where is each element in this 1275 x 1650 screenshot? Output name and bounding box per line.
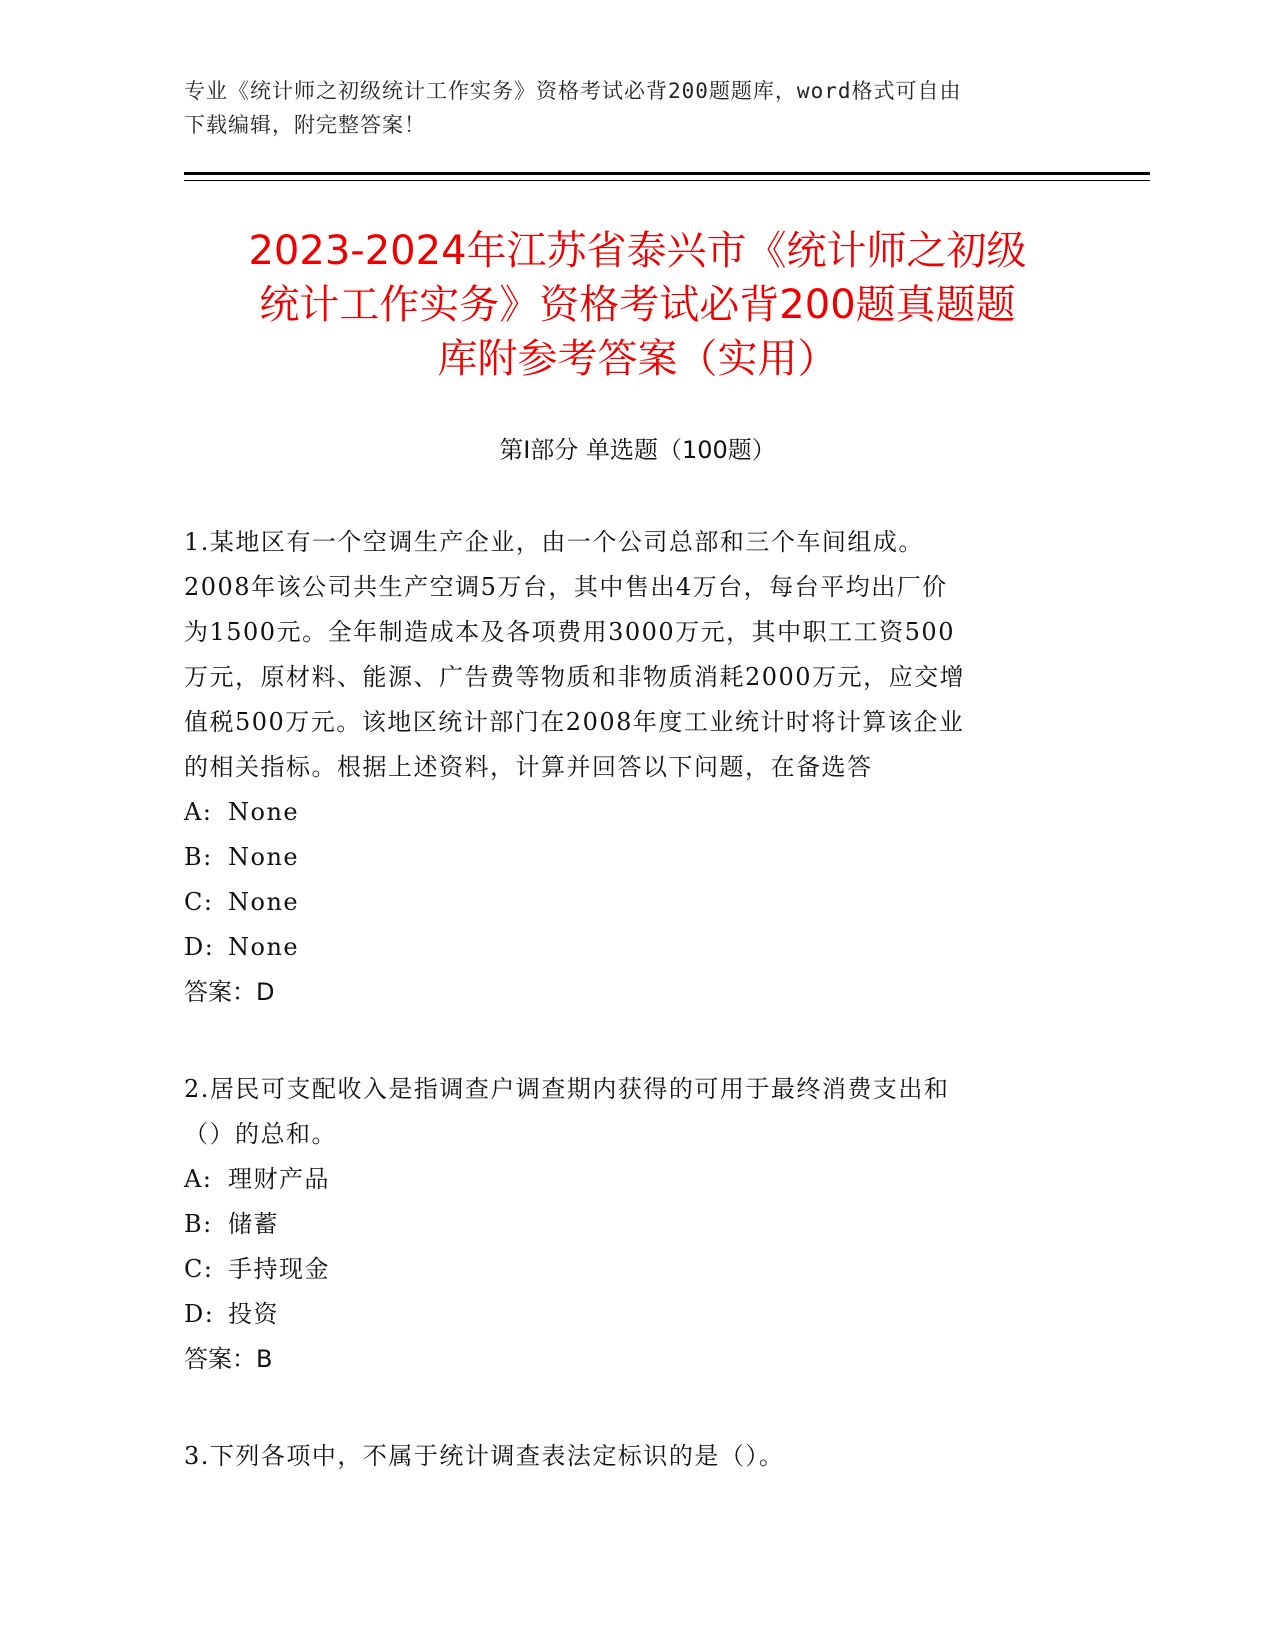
question-stem-line: 2.居民可支配收入是指调查户调查期内获得的可用于最终消费支出和 (184, 1075, 950, 1103)
option-text: None (228, 933, 300, 961)
header-note-line: 专业《统计师之初级统计工作实务》资格考试必背200题题库，word格式可自由 (184, 79, 962, 103)
question-stem-line: 3.下列各项中，不属于统计调查表法定标识的是（）。 (184, 1442, 785, 1470)
option-key: D: (184, 933, 215, 961)
title-line: 统计工作实务》资格考试必背200题真题题 (259, 282, 1016, 328)
option-a (184, 1157, 1074, 1202)
option-key: D: (184, 1300, 215, 1328)
question-stem-line: 为1500元。全年制造成本及各项费用3000万元，其中职工工资500 (184, 618, 955, 646)
question-list (184, 520, 1074, 1531)
option-key: A: (184, 1165, 213, 1193)
option-d (184, 1292, 1074, 1337)
section-title: 第Ⅰ部分 单选题（100题） (499, 436, 776, 464)
option-text: 储蓄 (228, 1210, 279, 1238)
option-key: B: (184, 1210, 213, 1238)
option-text: None (228, 843, 300, 871)
option-a (184, 790, 1074, 835)
header-note (184, 74, 1084, 142)
document-title (150, 224, 1125, 386)
question-item (184, 1067, 1074, 1382)
option-c (184, 880, 1074, 925)
option-key: B: (184, 843, 213, 871)
option-text: 投资 (228, 1300, 279, 1328)
option-c (184, 1247, 1074, 1292)
option-key: C: (184, 1255, 214, 1283)
header-rule-thick (184, 172, 1150, 175)
option-b (184, 835, 1074, 880)
option-d (184, 925, 1074, 970)
question-stem-line: 万元，原材料、能源、广告费等物质和非物质消耗2000万元，应交增 (184, 663, 966, 691)
answer-line: 答案：B (184, 1345, 273, 1373)
option-text: 手持现金 (228, 1255, 330, 1283)
option-b (184, 1202, 1074, 1247)
header-rule-thin (184, 180, 1150, 181)
option-key: C: (184, 888, 214, 916)
question-stem-line: （）的总和。 (184, 1120, 337, 1148)
title-line: 2023-2024年江苏省泰兴市《统计师之初级 (248, 228, 1027, 274)
question-item (184, 520, 1074, 1015)
header-note-line: 下载编辑，附完整答案！ (184, 113, 426, 137)
question-item (184, 1434, 1074, 1479)
option-text: 理财产品 (228, 1165, 330, 1193)
option-key: A: (184, 798, 213, 826)
option-text: None (228, 798, 300, 826)
title-line: 库附参考答案（实用） (437, 336, 838, 382)
question-stem-line: 2008年该公司共生产空调5万台，其中售出4万台，每台平均出厂价 (184, 573, 948, 601)
answer-line: 答案：D (184, 978, 275, 1006)
question-stem-line: 的相关指标。根据上述资料，计算并回答以下问题，在备选答 (184, 753, 873, 781)
question-stem-line: 值税500万元。该地区统计部门在2008年度工业统计时将计算该企业 (184, 708, 965, 736)
option-text: None (228, 888, 300, 916)
question-stem-line: 1.某地区有一个空调生产企业，由一个公司总部和三个车间组成。 (184, 528, 924, 556)
